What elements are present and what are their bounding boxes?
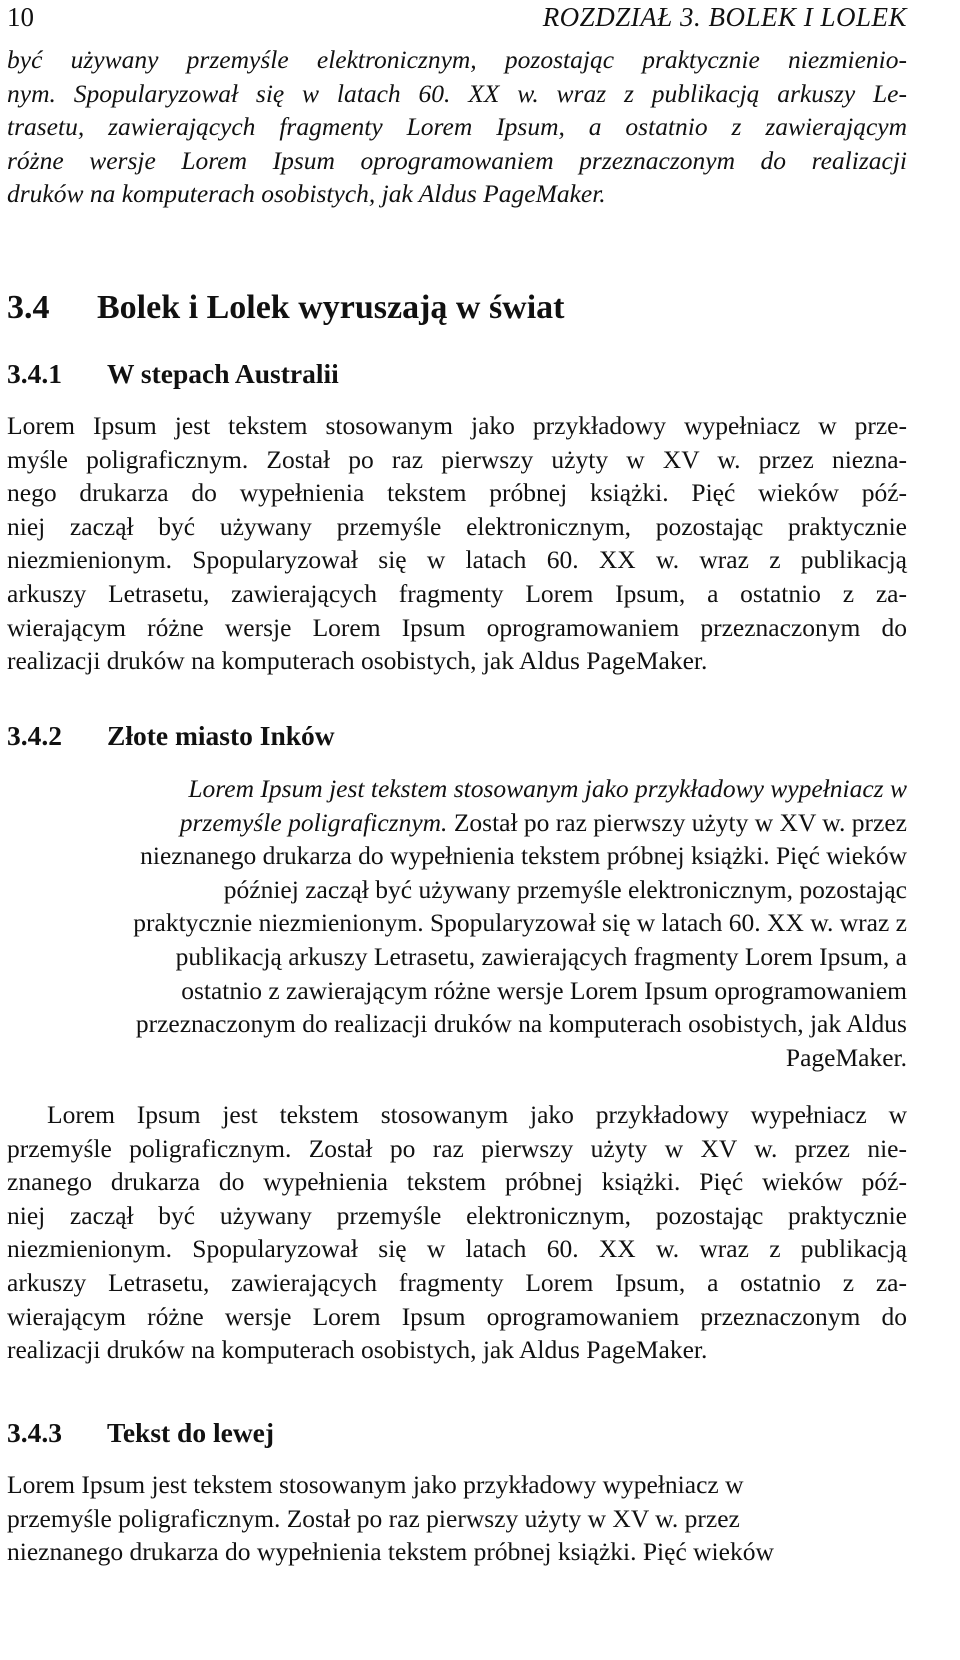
subsection-heading-2 (7, 719, 907, 753)
text-line: Lorem Ipsum jest tekstem stosowanym jako przykładowy wypełniacz w (188, 774, 907, 803)
text-line: Lorem Ipsum jest tekstem stosowanym jako przykładowy wypełniacz w (7, 1470, 744, 1499)
regular-fragment: Został po raz pierwszy użyty w XV w. przez (447, 807, 907, 837)
continued-italic-paragraph (7, 43, 907, 211)
page-header (7, 2, 907, 32)
text-line: nieznanego drukarza do wypełnienia tekstem próbnej książki. Pięć wieków (140, 841, 907, 871)
text-line: trasetu, zawierających fragmenty Lorem Ipsum, a ostatnio z zawierającym (7, 112, 907, 142)
text-line: niezmienionym. Spopularyzował się w latach 60. XX w. wraz z publikacją (7, 545, 907, 575)
text-line: niej zaczął być używany przemyśle elektronicznym, pozostając praktycznie (7, 511, 907, 541)
page-number: 10 (7, 2, 34, 32)
text-line: realizacji druków na komputerach osobistych, jak Aldus PageMaker. (7, 1335, 708, 1365)
text-line: myśle poligraficznym. Został po raz pierwszy użyty w XV w. przez niezna- (7, 444, 907, 474)
text-line: nieznanego drukarza do wypełnienia tekstem próbnej książki. Pięć wieków (7, 1537, 774, 1567)
subsection-1-paragraph (7, 409, 907, 678)
section-title: Bolek i Lolek wyruszają w świat (97, 289, 565, 326)
text-line: publikacją arkuszy Letrasetu, zawierających fragmenty Lorem Ipsum, a (175, 941, 907, 971)
section-heading (7, 288, 907, 328)
text-line: przemyśle poligraficznym. Został po raz pierwszy użyty w XV w. przez (7, 1503, 740, 1533)
text-line: Lorem Ipsum jest tekstem stosowanym jako przykładowy wypełniacz w prze- (7, 411, 907, 440)
text-line: przeznaczonym do realizacji druków na komputerach osobistych, jak Aldus (135, 1009, 907, 1039)
text-line: przemyśle poligraficznym. Został po raz pierwszy użyty w XV w. przez nie- (7, 1133, 907, 1163)
running-chapter-title: ROZDZIAŁ 3. BOLEK I LOLEK (542, 2, 907, 32)
subsection-number: 3.4.2 (7, 720, 62, 751)
text-line: ostatnio z zawierającym różne wersje Lorem Ipsum oprogramowaniem (181, 975, 907, 1005)
subsection-number: 3.4.1 (7, 358, 62, 389)
text-line: znanego drukarza do wypełnienia tekstem próbnej książki. Pięć wieków póź- (7, 1167, 907, 1197)
text-line: druków na komputerach osobistych, jak Aldus PageMaker. (7, 179, 606, 209)
text-line: być używany przemyśle elektronicznym, pozostając praktycznie niezmienio- (7, 45, 907, 74)
text-line: arkuszy Letrasetu, zawierających fragmenty Lorem Ipsum, a ostatnio z za- (7, 1267, 907, 1297)
italic-fragment: przemyśle poligraficznym. (179, 807, 448, 837)
text-line: wierającym różne wersje Lorem Ipsum oprogramowaniem przeznaczonym do (7, 612, 907, 642)
text-line: praktycznie niezmienionym. Spopularyzował się w latach 60. XX w. wraz z (133, 908, 907, 938)
subsection-title: W stepach Australii (107, 358, 339, 389)
subsection-number: 3.4.3 (7, 1417, 62, 1448)
text-line: realizacji druków na komputerach osobistych, jak Aldus PageMaker. (7, 646, 708, 676)
text-line: Lorem Ipsum jest tekstem stosowanym jako przykładowy wypełniacz w (47, 1100, 907, 1129)
right-aligned-paragraph (7, 772, 907, 1074)
text-line: wierającym różne wersje Lorem Ipsum oprogramowaniem przeznaczonym do (7, 1301, 907, 1331)
left-aligned-paragraph (7, 1468, 907, 1569)
text-line: różne wersje Lorem Ipsum oprogramowaniem przeznaczonym do realizacji (7, 145, 907, 175)
text-line: nym. Spopularyzował się w latach 60. XX w. wraz z publikacją arkuszy Le- (7, 78, 907, 108)
text-line: nego drukarza do wypełnienia tekstem próbnej książki. Pięć wieków póź- (7, 478, 907, 508)
text-line: niej zaczął być używany przemyśle elektronicznym, pozostając praktycznie (7, 1200, 907, 1230)
text-line: niezmienionym. Spopularyzował się w latach 60. XX w. wraz z publikacją (7, 1234, 907, 1264)
subsection-title: Złote miasto Inków (107, 720, 335, 751)
text-line: PageMaker. (785, 1042, 907, 1072)
justified-paragraph (7, 1098, 907, 1367)
section-number: 3.4 (7, 289, 50, 326)
subsection-heading-3 (7, 1416, 907, 1450)
text-line: arkuszy Letrasetu, zawierających fragmenty Lorem Ipsum, a ostatnio z za- (7, 578, 907, 608)
subsection-title: Tekst do lewej (107, 1417, 275, 1448)
text-line: później zaczął być używany przemyśle elektronicznym, pozostając (223, 874, 907, 904)
subsection-heading-1 (7, 357, 907, 391)
